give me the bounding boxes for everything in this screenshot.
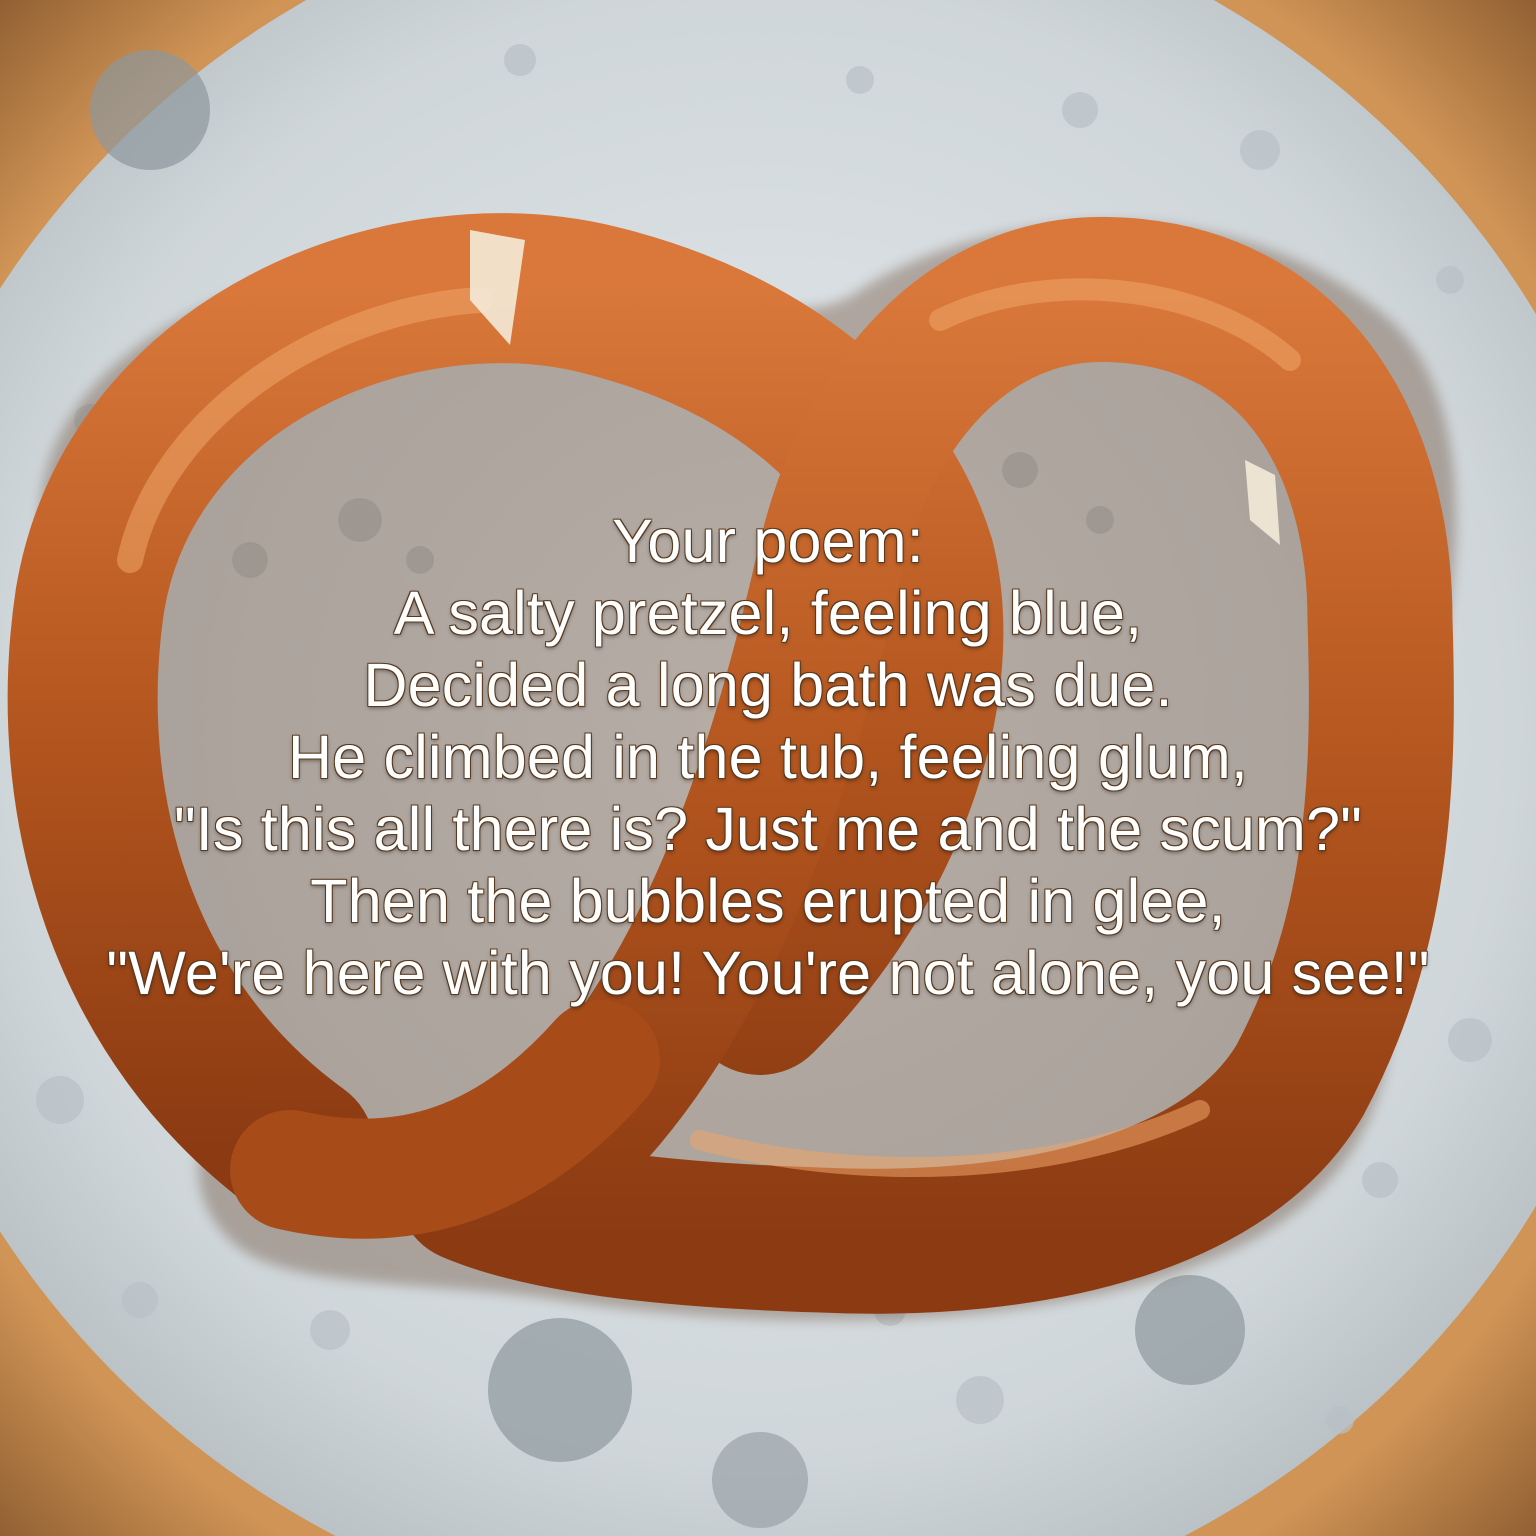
poem-line: A salty pretzel, feeling blue, xyxy=(393,579,1143,647)
poem-line: Then the bubbles erupted in glee, xyxy=(310,867,1226,935)
poem-line: He climbed in the tub, feeling glum, xyxy=(288,723,1248,791)
poem-line: "Is this all there is? Just me and the scum?" xyxy=(173,795,1363,863)
poem-heading: Your poem: xyxy=(612,507,924,575)
poem-caption xyxy=(0,505,1536,1009)
poem-line: Decided a long bath was due. xyxy=(363,651,1173,719)
poem-line: "We're here with you! You're not alone, you see!" xyxy=(106,939,1430,1007)
